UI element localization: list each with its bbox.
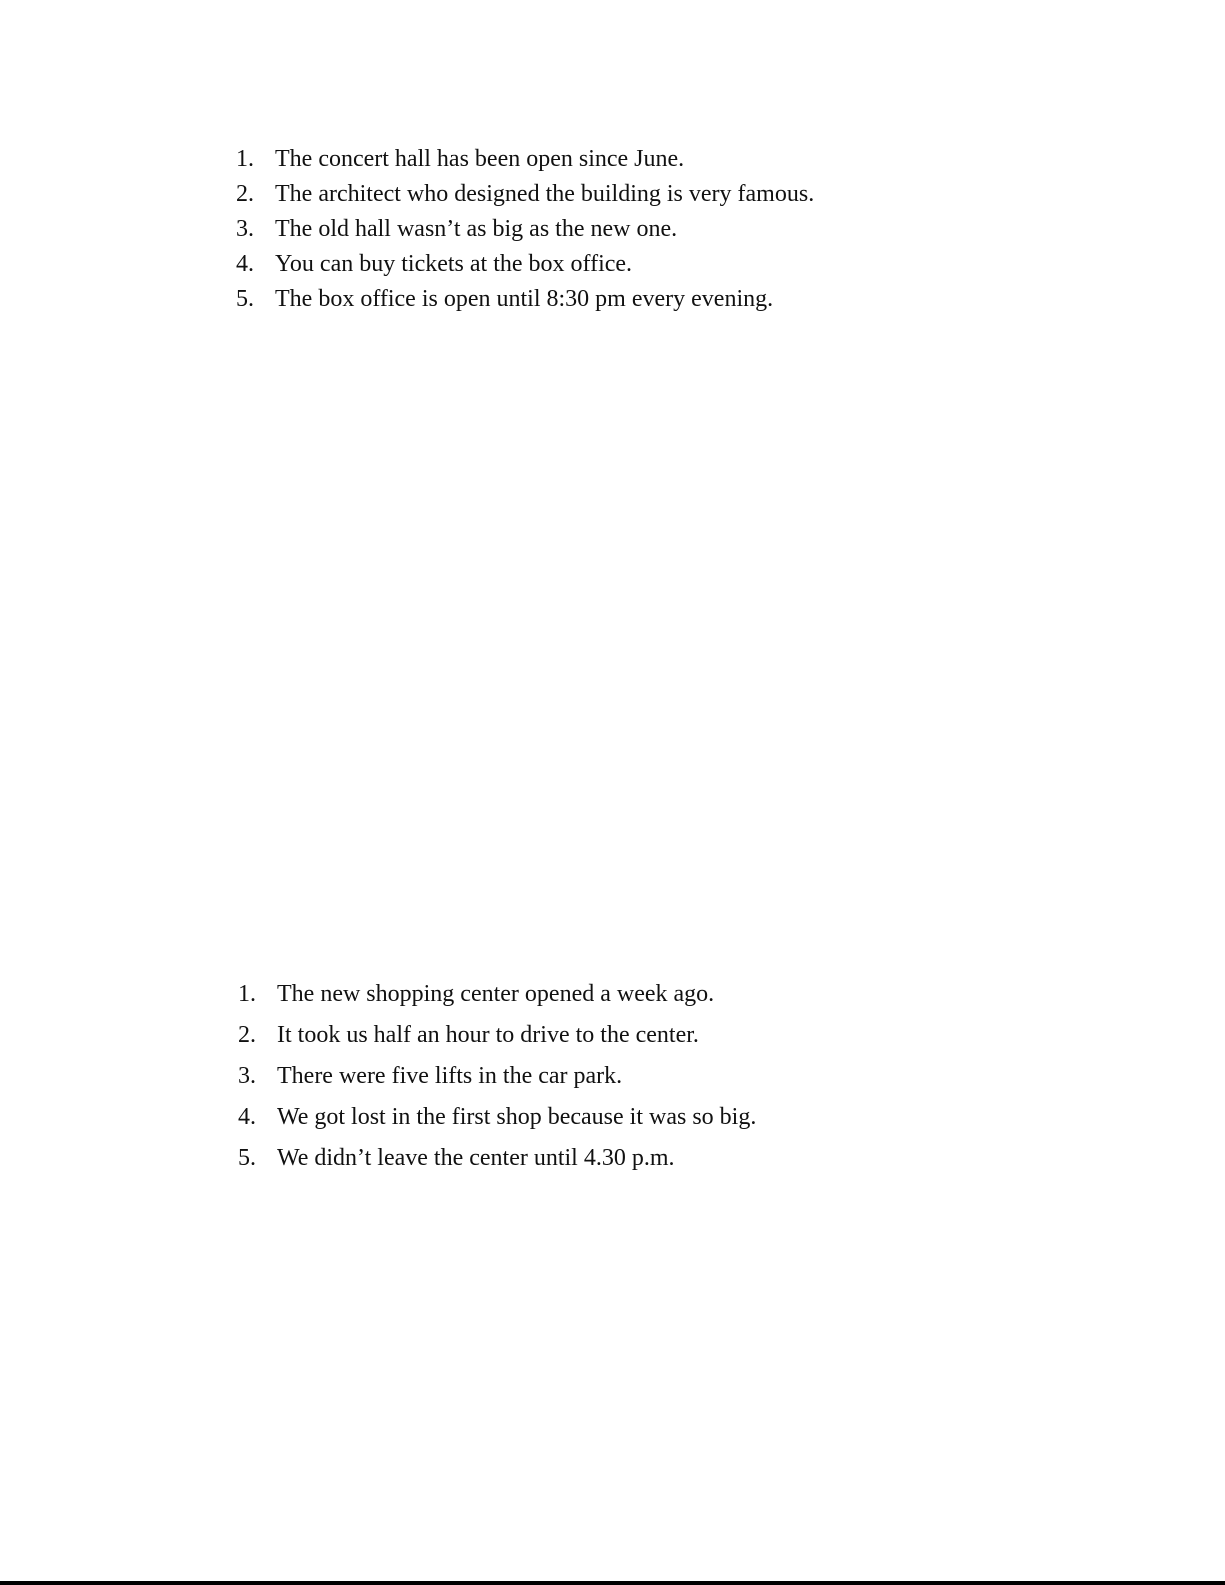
item-number: 4. — [236, 251, 254, 277]
item-number: 2. — [236, 181, 254, 207]
list-item — [230, 177, 814, 212]
item-number: 1. — [236, 146, 254, 172]
statement-list-shopping-center — [230, 974, 756, 1179]
item-number: 3. — [238, 1063, 256, 1089]
item-text: The box office is open until 8:30 pm every evening. — [275, 286, 774, 312]
list-item — [230, 212, 814, 247]
item-text: The new shopping center opened a week ago. — [277, 981, 715, 1007]
list-item — [230, 282, 814, 317]
item-text: There were five lifts in the car park. — [277, 1063, 623, 1089]
list-item — [230, 1138, 756, 1179]
item-number: 1. — [238, 981, 256, 1007]
list-item — [230, 1097, 756, 1138]
list-item — [230, 1015, 756, 1056]
item-text: The architect who designed the building is very famous. — [275, 181, 815, 207]
item-text: We didn’t leave the center until 4.30 p.m. — [277, 1145, 675, 1171]
item-text: The concert hall has been open since June. — [275, 146, 685, 172]
item-text: You can buy tickets at the box office. — [275, 251, 633, 277]
statement-list-concert-hall — [230, 142, 814, 317]
item-number: 3. — [236, 216, 254, 242]
item-text: The old hall wasn’t as big as the new one. — [275, 216, 678, 242]
item-number: 5. — [236, 286, 254, 312]
item-number: 5. — [238, 1145, 256, 1171]
list-item — [230, 142, 814, 177]
list-item — [230, 974, 756, 1015]
list-item — [230, 247, 814, 282]
item-text: It took us half an hour to drive to the center. — [277, 1022, 699, 1048]
page-bottom-divider — [0, 1581, 1225, 1585]
item-number: 2. — [238, 1022, 256, 1048]
item-number: 4. — [238, 1104, 256, 1130]
item-text: We got lost in the first shop because it was so big. — [277, 1104, 757, 1130]
list-item — [230, 1056, 756, 1097]
